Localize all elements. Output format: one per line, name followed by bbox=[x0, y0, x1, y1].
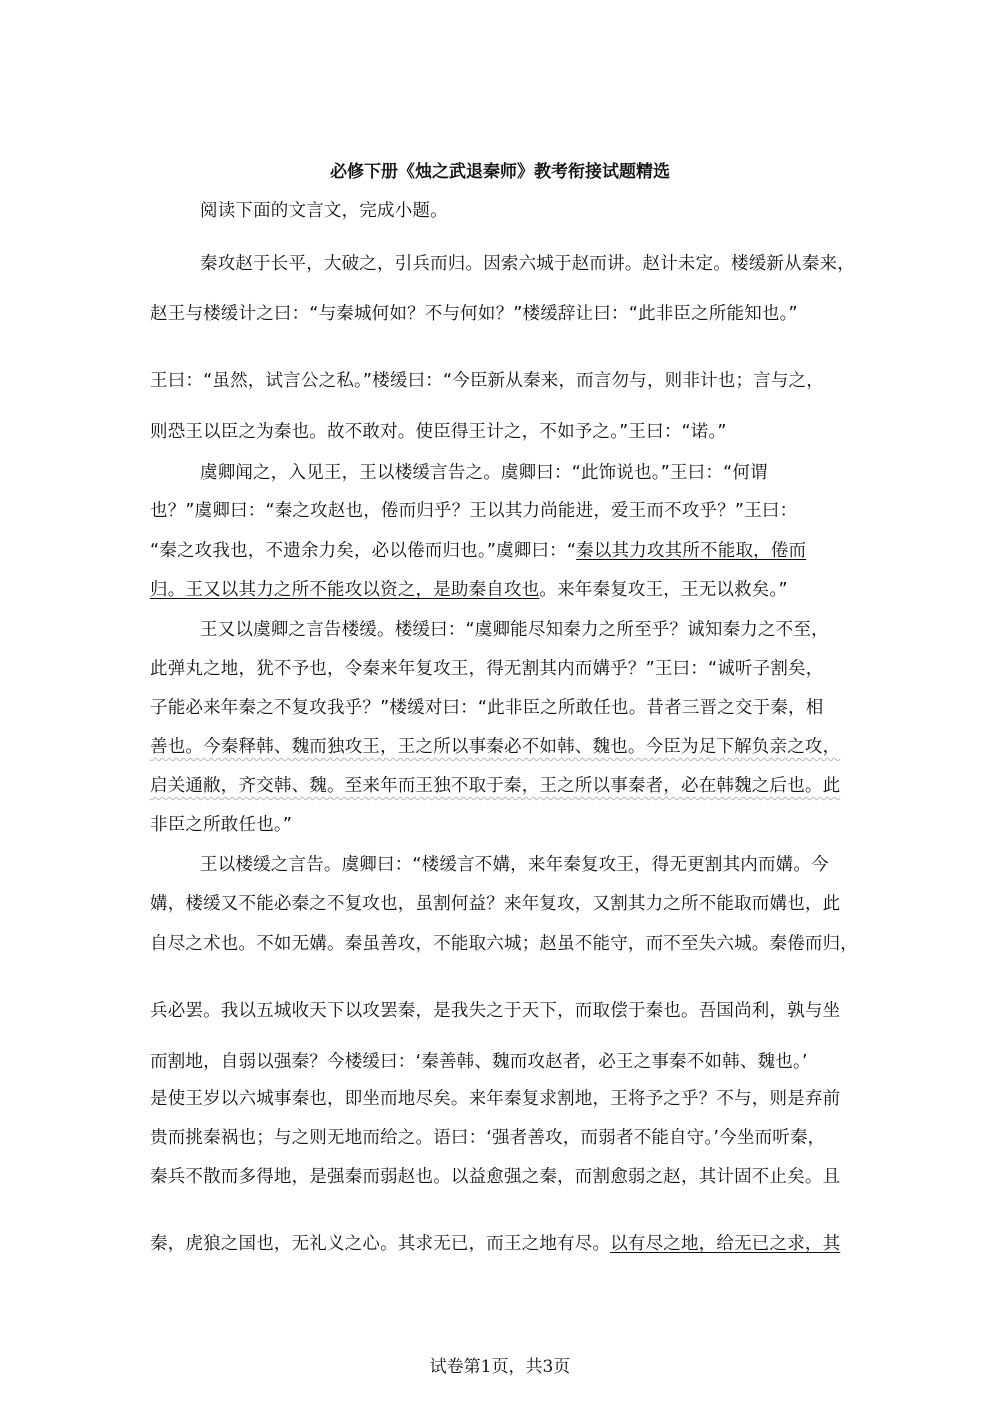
text-line: 兵必罢。我以五城收天下以攻罢秦，是我失之于天下，而取偿于秦也。吾国尚利，孰与坐 bbox=[150, 1001, 841, 1021]
text-line: 也？”虞卿曰：“秦之攻赵也，倦而归乎？王以其力尚能进，爱王而不攻乎？”王曰： bbox=[150, 501, 798, 521]
text-line: 启关通敝，齐交韩、魏。至来年而王独不取于秦，王之所以事秦者，必在韩魏之后也。此 bbox=[150, 776, 841, 796]
text-segment: 。来年秦复攻王，王无以救矣。” bbox=[539, 580, 788, 600]
text-line: 王又以虞卿之言告楼缓。楼缓曰：“虞卿能尽知秦力之所至乎？诚知秦力之不至， bbox=[200, 620, 829, 640]
text-line: 而割地，自弱以强秦？今楼缓曰：‘秦善韩、魏而攻赵者，必王之事秦不如韩、魏也。’ bbox=[150, 1052, 808, 1072]
text-line: 此弹丸之地，犹不予也，令秦来年复攻王，得无割其内而媾乎？”王曰：“诚听子割矣， bbox=[150, 659, 824, 679]
text-line: 自尽之术也。不如无媾。秦虽善攻，不能取六城；赵虽不能守，而不至失六城。秦倦而归， bbox=[150, 934, 858, 954]
text-line: 贵而挑秦祸也；与之则无地而给之。语曰：‘强者善攻，而弱者不能自守。’今坐而听秦， bbox=[150, 1128, 826, 1148]
text-line: 赵王与楼缓计之曰：“与秦城何如？不与何如？”楼缓辞让曰：“此非臣之所能知也。” bbox=[150, 304, 798, 324]
text-line: 子能必来年秦之不复攻我乎？”楼缓对曰：“此非臣之所敢任也。昔者三晋之交于秦，相 bbox=[150, 698, 824, 718]
text-line: 媾，楼缓又不能必秦之不复攻也，虽割何益？来年复攻，又割其力之所不能取而媾也，此 bbox=[150, 894, 841, 914]
text-line: 是使王岁以六城事秦也，即坐而地尽矣。来年秦复求割地，王将予之乎？不与，则是弃前 bbox=[150, 1089, 841, 1109]
text-line bbox=[150, 537, 806, 565]
instruction-text: 阅读下面的文言文，完成小题。 bbox=[200, 201, 448, 221]
underlined-sentence: 归。王又以其力之所不能攻以资之，是助秦自攻也 bbox=[150, 580, 540, 600]
text-line: 王曰：“虽然，试言公之私。”楼缓曰：“今臣新从秦来，而言勿与，则非计也；言与之， bbox=[150, 371, 824, 391]
text-line bbox=[150, 576, 788, 604]
page-number-footer: 试卷第1页，共3页 bbox=[429, 1357, 571, 1377]
text-line: 善也。今秦释韩、魏而独攻王，王之所以事秦必不如韩、魏也。今臣为足下解负亲之攻， bbox=[150, 737, 841, 757]
underlined-sentence: 秦以其力攻其所不能取，倦而 bbox=[576, 541, 807, 561]
text-line: 秦兵不散而多得地，是强秦而弱赵也。以益愈强之秦，而割愈弱之赵，其计固不止矣。且 bbox=[150, 1167, 841, 1187]
page-title: 必修下册《烛之武退秦师》教考衔接试题精选 bbox=[330, 162, 670, 182]
text-line: 非臣之所敢任也。” bbox=[150, 815, 293, 835]
text-segment: “秦之攻我也，不遗余力矣，必以倦而归也。”虞卿曰：“ bbox=[150, 541, 577, 561]
text-line: 王以楼缓之言告。虞卿曰：“楼缓言不媾，来年秦复攻王，得无更割其内而媾。今 bbox=[200, 855, 829, 875]
text-line: 虞卿闻之，入见王，王以楼缓言告之。虞卿曰：“此饰说也。”王曰：“何谓 bbox=[200, 463, 768, 483]
text-line bbox=[150, 1230, 840, 1258]
text-line: 秦攻赵于长平，大破之，引兵而归。因索六城于赵而讲。赵计未定。楼缓新从秦来， bbox=[200, 254, 855, 274]
text-segment: 秦，虎狼之国也，无礼义之心。其求无已，而王之地有尽。 bbox=[150, 1234, 611, 1254]
underlined-sentence: 以有尽之地，给无已之求，其 bbox=[610, 1234, 841, 1254]
text-line: 则恐王以臣之为秦也。故不敢对。使臣得王计之，不如予之。”王曰：“诺。” bbox=[150, 422, 727, 442]
